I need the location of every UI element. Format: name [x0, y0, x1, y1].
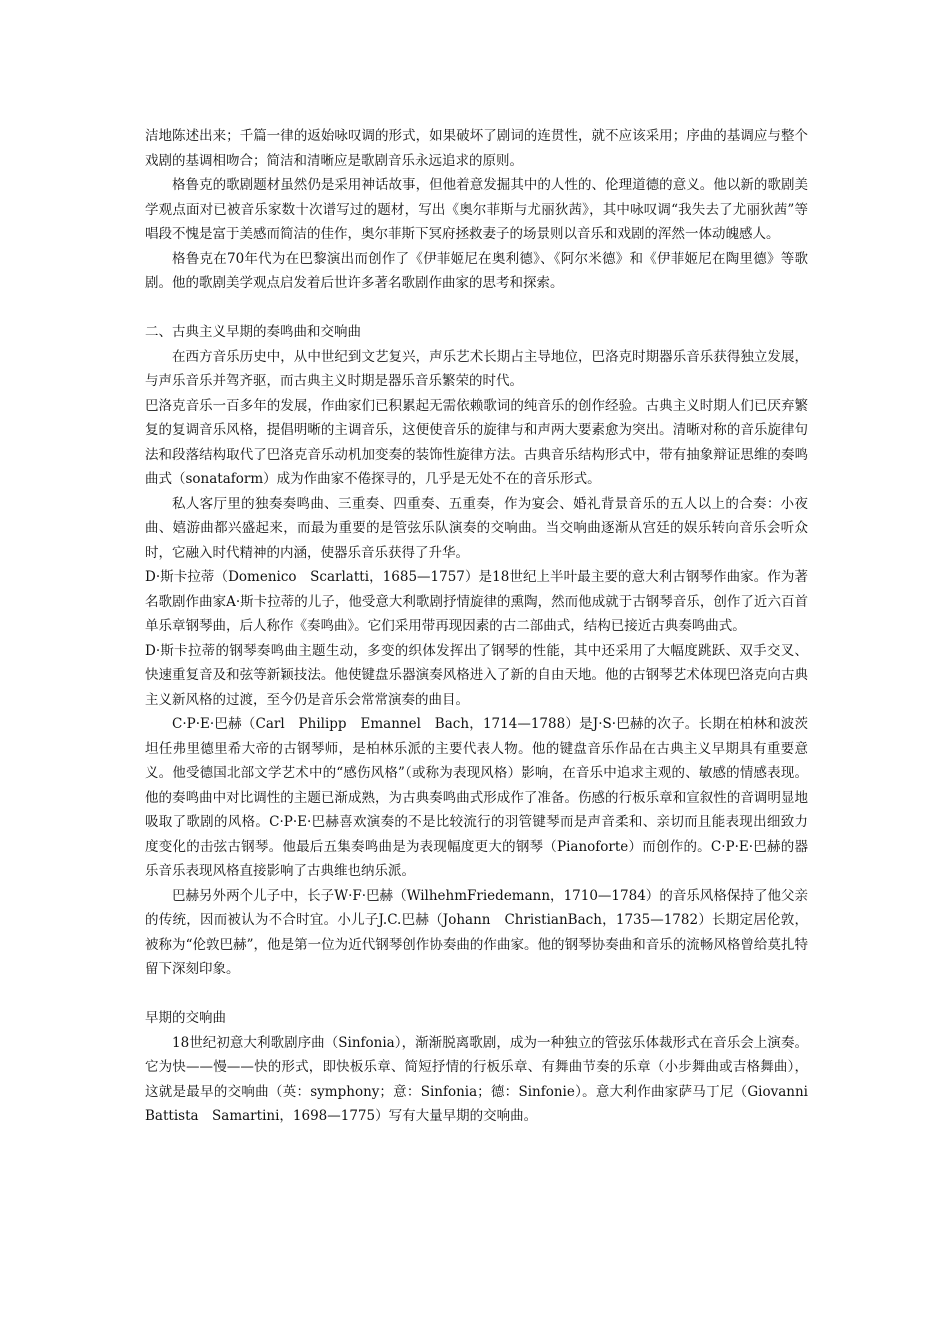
paragraph: 18世纪初意大利歌剧序曲（Sinfonia），渐渐脱离歌剧，成为一种独立的管弦乐体裁形式在音乐会上演奏。它为快——慢——快的形式，即快板乐章、简短抒情的行板乐章、有舞曲节奏的乐章（小步舞曲或吉格舞曲），这就是最早的交响曲（英：symphony；意：Sinfonia；德：Sinfonie）。意大利作曲家萨马丁尼（Giovanni Battista Samartini，1698—1775）写有大量早期的交响曲。 — [145, 1034, 822, 1124]
paragraph: 私人客厅里的独奏奏鸣曲、三重奏、四重奏、五重奏，作为宴会、婚礼背景音乐的五人以上的合奏：小夜曲、嬉游曲都兴盛起来，而最为重要的是管弦乐队演奏的交响曲。当交响曲逐渐从宫廷的娱乐转向音乐会听众时，它融入时代精神的内涵，使器乐音乐获得了升华。 — [145, 495, 808, 561]
document-page — [145, 124, 822, 1129]
paragraph: C·P·E·巴赫（Carl Philipp Emannel Bach，1714—1788）是J·S·巴赫的次子。长期在柏林和波茨坦任弗里德里希大帝的古钢琴师，是柏林乐派的主要代表人物。他的键盘音乐作品在古典主义早期具有重要意义。他受德国北部文学艺术中的“感伤风格”（或称为表现风格）影响，在音乐中追求主观的、敏感的情感表现。他的奏鸣曲中对比调性的主题已渐成熟，为古典奏鸣曲式形成作了准备。伤感的行板乐章和宣叙性的音调明显地吸取了歌剧的风格。C·P·E·巴赫喜欢演奏的不是比较流行的羽管键琴而是声音柔和、亲切而且能表现出细致力度变化的击弦古钢琴。他最后五集奏鸣曲是为表现幅度更大的钢琴（Pianoforte）而创作的。C·P·E·巴赫的器乐音乐表现风格直接影响了古典维也纳乐派。 — [145, 716, 808, 879]
paragraph: 格鲁克在70年代为在巴黎演出而创作了《伊菲姬尼在奥利德》、《阿尔米德》和《伊菲姬尼在陶里德》等歌剧。他的歌剧美学观点启发着后世许多著名歌剧作曲家的思考和探索。 — [145, 250, 808, 291]
paragraph: 在西方音乐历史中，从中世纪到文艺复兴，声乐艺术长期占主导地位，巴洛克时期器乐音乐获得独立发展，与声乐音乐并驾齐驱，而古典主义时期是器乐音乐繁荣的时代。 — [145, 348, 808, 389]
paragraph: 巴洛克音乐一百多年的发展，作曲家们已积累起无需依赖歌词的纯音乐的创作经验。古典主义时期人们已厌弃繁复的复调音乐风格，提倡明晰的主调音乐，这便使音乐的旋律与和声两大要素愈为突出。清晰对称的音乐旋律句法和段落结构取代了巴洛克音乐动机加变奏的装饰性旋律方法。古典音乐结构形式中，带有抽象辩证思维的奏鸣曲式（sonataform）成为作曲家不倦探寻的，几乎是无处不在的音乐形式。 — [145, 397, 808, 487]
paragraph: D·斯卡拉蒂的钢琴奏鸣曲主题生动，多变的织体发挥出了钢琴的性能，其中还采用了大幅度跳跃、双手交叉、快速重复音及和弦等新颖技法。他使键盘乐器演奏风格进入了新的自由天地。他的古钢琴艺术体现巴洛克向古典主义新风格的过渡，至今仍是音乐会常常演奏的曲目。 — [145, 642, 808, 708]
subsection-heading: 早期的交响曲 — [145, 1010, 226, 1026]
section-heading: 二、古典主义早期的奏鸣曲和交响曲 — [145, 324, 361, 340]
blank-line — [145, 982, 808, 1007]
blank-line — [145, 296, 808, 321]
paragraph: D·斯卡拉蒂（Domenico Scarlatti，1685—1757）是18世纪上半叶最主要的意大利古钢琴作曲家。作为著名歌剧作曲家A·斯卡拉蒂的儿子，他受意大利歌剧抒情旋律的熏陶，然而他成就于古钢琴音乐，创作了近六百首单乐章钢琴曲，后人称作《奏鸣曲》。它们采用带再现因素的古二部曲式，结构已接近古典奏鸣曲式。 — [145, 569, 808, 634]
paragraph: 洁地陈述出来；千篇一律的返始咏叹调的形式，如果破坏了剧词的连贯性，就不应该采用；序曲的基调应与整个戏剧的基调相吻合；简洁和清晰应是歌剧音乐永远追求的原则。 — [145, 128, 808, 169]
paragraph: 巴赫另外两个儿子中，长子W·F·巴赫（WilhehmFriedemann，1710—1784）的音乐风格保持了他父亲的传统，因而被认为不合时宜。小儿子J.C.巴赫（Johann ChristianBach，1735—1782）长期定居伦敦，被称为“伦敦巴赫”，他是第一位为近代钢琴创作协奏曲的作曲家。他的钢琴协奏曲和音乐的流畅风格曾给莫扎特留下深刻印象。 — [145, 887, 808, 977]
paragraph: 格鲁克的歌剧题材虽然仍是采用神话故事，但他着意发掘其中的人性的、伦理道德的意义。他以新的歌剧美学观点面对已被音乐家数十次谱写过的题材，写出《奥尔菲斯与尤丽狄茜》，其中咏叹调“我失去了尤丽狄茜”等唱段不愧是富于美感而简洁的佳作，奥尔菲斯下冥府拯救妻子的场景则以音乐和戏剧的浑然一体动魄感人。 — [145, 177, 808, 242]
